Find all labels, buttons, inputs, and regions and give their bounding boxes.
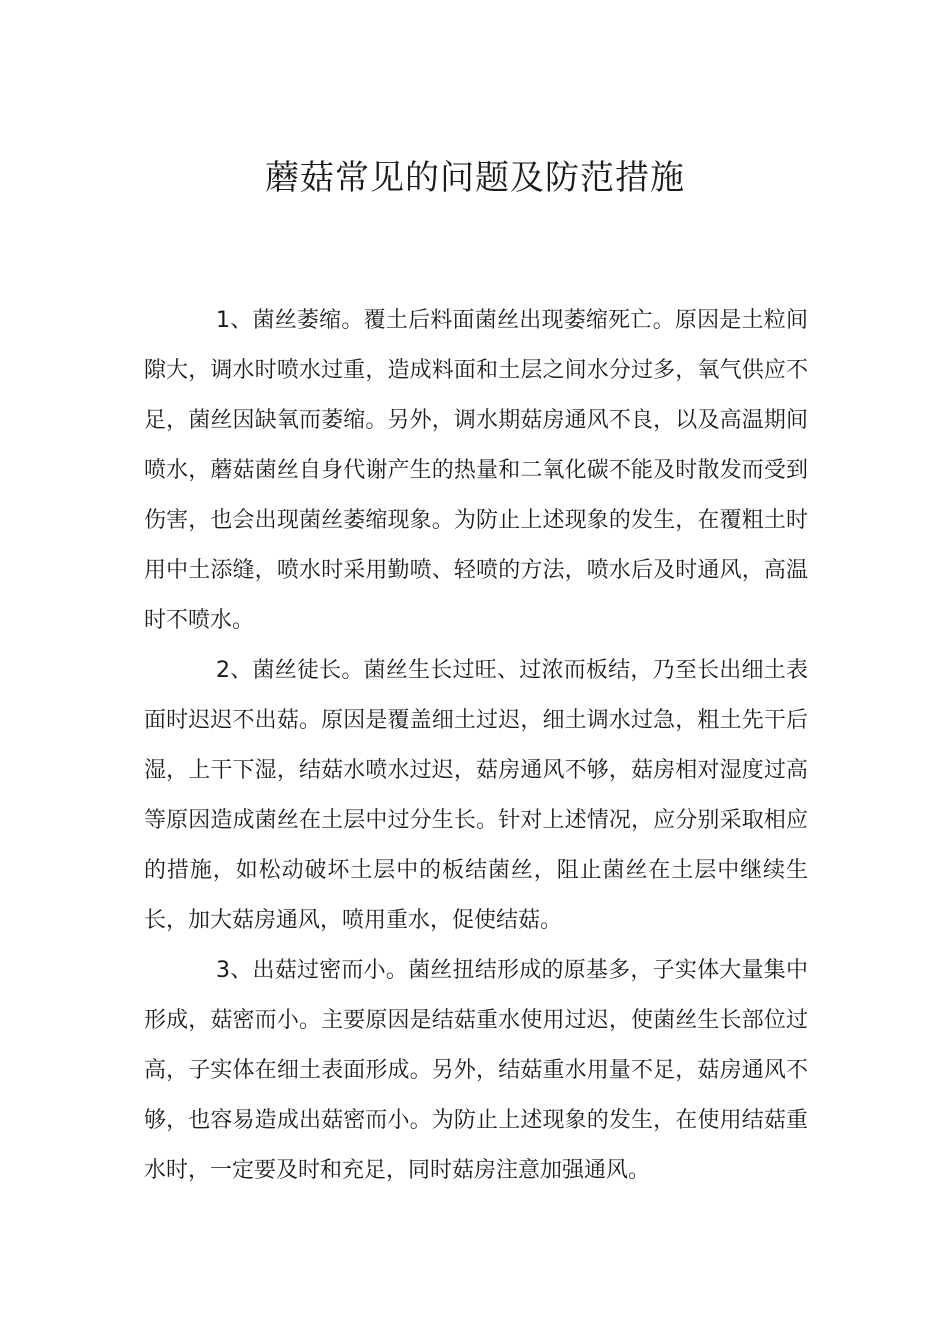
paragraph-2: 2、菌丝徒长。菌丝生长过旺、过浓而板结，乃至长出细土表面时迟迟不出菇。原因是覆盖细土过迟，细土调水过急，粗土先干后湿，上干下湿，结菇水喷水过迟，菇房通风不够，菇房相对湿度过高等原因造成菌丝在土层中过分生长。针对上述情况，应分别采取相应的措施，如松动破坏土层中的板结菌丝，阻止菌丝在土层中继续生长，加大菇房通风，喷用重水，促使结菇。 bbox=[144, 658, 808, 933]
paragraph-1: 1、菌丝萎缩。覆土后料面菌丝出现萎缩死亡。原因是土粒间隙大，调水时喷水过重，造成料面和土层之间水分过多，氧气供应不足，菌丝因缺氧而萎缩。另外，调水期菇房通风不良，以及高温期间喷水，蘑菇菌丝自身代谢产生的热量和二氧化碳不能及时散发而受到伤害，也会出现菌丝萎缩现象。为防止上述现象的发生，在覆粗土时用中土添缝，喷水时采用勤喷、轻喷的方法，喷水后及时通风，高温时不喷水。 bbox=[144, 308, 808, 633]
document-body bbox=[144, 296, 808, 1196]
paragraph-3: 3、出菇过密而小。菌丝扭结形成的原基多，子实体大量集中形成，菇密而小。主要原因是结菇重水使用过迟，使菌丝生长部位过高，子实体在细土表面形成。另外，结菇重水用量不足，菇房通风不够，也容易造成出菇密而小。为防止上述现象的发生，在使用结菇重水时，一定要及时和充足，同时菇房注意加强通风。 bbox=[144, 958, 808, 1183]
page-title: 蘑菇常见的问题及防范措施 bbox=[265, 158, 685, 198]
